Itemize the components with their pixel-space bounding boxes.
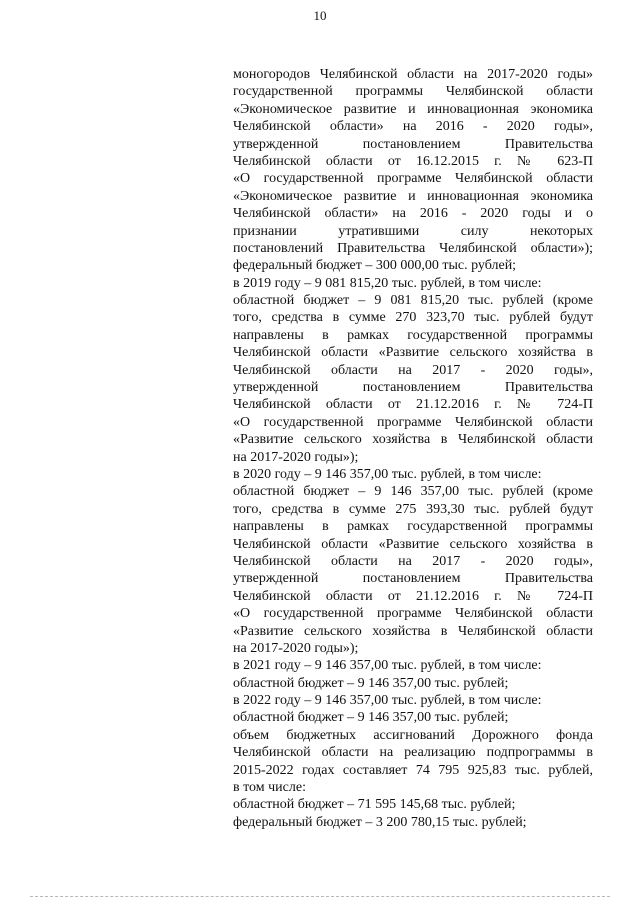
text-line: Челябинской области от 16.12.2015 г. № 623-П xyxy=(233,153,593,169)
text-line: направлены в рамках государственной программы xyxy=(233,519,593,535)
text-line: направлены в рамках государственной программы xyxy=(233,327,593,343)
text-line: областной бюджет – 9 146 357,00 тыс. рублей (кроме xyxy=(233,484,593,500)
text-line: Челябинской области» на 2016 - 2020 годы», xyxy=(233,119,593,135)
text-line: объем бюджетных ассигнований Дорожного фонда xyxy=(233,727,593,743)
text-line: «О государственной программе Челябинской области xyxy=(233,606,593,622)
text-line: на 2017-2020 годы»); xyxy=(233,640,359,656)
text-line: «Экономическое развитие и инновационная экономика xyxy=(233,188,593,204)
text-line: Челябинской области на реализацию подпрограммы в xyxy=(233,745,593,761)
text-line: «Экономическое развитие и инновационная экономика xyxy=(233,101,593,117)
text-line: в том числе: xyxy=(233,780,306,796)
text-line: утвержденной постановлением Правительства xyxy=(233,136,593,152)
text-line: Челябинской области на 2017 - 2020 годы», xyxy=(233,553,593,569)
text-line: утвержденной постановлением Правительства xyxy=(233,380,593,396)
page-bottom-edge xyxy=(30,896,610,898)
text-line: «О государственной программе Челябинской области xyxy=(233,414,593,430)
text-line: федеральный бюджет – 3 200 780,15 тыс. рублей; xyxy=(233,814,527,830)
text-line: Челябинской области от 21.12.2016 г. № 724-П xyxy=(233,397,593,413)
text-line: утвержденной постановлением Правительства xyxy=(233,571,593,587)
text-line: в 2021 году – 9 146 357,00 тыс. рублей, в том числе: xyxy=(233,658,542,674)
text-line: «Развитие сельского хозяйства в Челябинской области xyxy=(233,432,593,448)
text-line: Челябинской области от 21.12.2016 г. № 724-П xyxy=(233,588,593,604)
text-line: областной бюджет – 71 595 145,68 тыс. рублей; xyxy=(233,797,516,813)
text-line: «Развитие сельского хозяйства в Челябинской области xyxy=(233,623,593,639)
text-line: Челябинской области» на 2016 - 2020 годы и о xyxy=(233,206,593,222)
text-line: областной бюджет – 9 146 357,00 тыс. рублей; xyxy=(233,675,509,691)
text-line: Челябинской области «Развитие сельского хозяйства в xyxy=(233,345,593,361)
text-line: федеральный бюджет – 300 000,00 тыс. рублей; xyxy=(233,258,517,274)
text-line: на 2017-2020 годы»); xyxy=(233,449,359,465)
text-line: областной бюджет – 9 081 815,20 тыс. рублей (кроме xyxy=(233,293,593,309)
text-line: того, средства в сумме 275 393,30 тыс. рублей будут xyxy=(233,501,593,517)
text-line: признании утратившими силу некоторых xyxy=(233,223,593,239)
text-line: 2015-2022 годах составляет 74 795 925,83 тыс. рублей, xyxy=(233,762,593,778)
text-line: «О государственной программе Челябинской области xyxy=(233,171,593,187)
document-body xyxy=(233,66,593,831)
text-line: Челябинской области на 2017 - 2020 годы», xyxy=(233,362,593,378)
text-line: моногородов Челябинской области на 2017-2020 годы» xyxy=(233,67,593,82)
text-line: того, средства в сумме 270 323,70 тыс. рублей будут xyxy=(233,310,593,326)
text-line: областной бюджет – 9 146 357,00 тыс. рублей; xyxy=(233,710,509,726)
text-line: государственной программы Челябинской области xyxy=(233,84,593,100)
text-line: в 2019 году – 9 081 815,20 тыс. рублей, в том числе: xyxy=(233,275,542,291)
text-line: Челябинской области «Развитие сельского хозяйства в xyxy=(233,536,593,552)
text-line: в 2022 году – 9 146 357,00 тыс. рублей, в том числе: xyxy=(233,693,542,709)
page-number: 10 xyxy=(313,8,327,23)
text-line: постановлений Правительства Челябинской области»); xyxy=(233,240,593,256)
text-line: в 2020 году – 9 146 357,00 тыс. рублей, в том числе: xyxy=(233,466,542,482)
